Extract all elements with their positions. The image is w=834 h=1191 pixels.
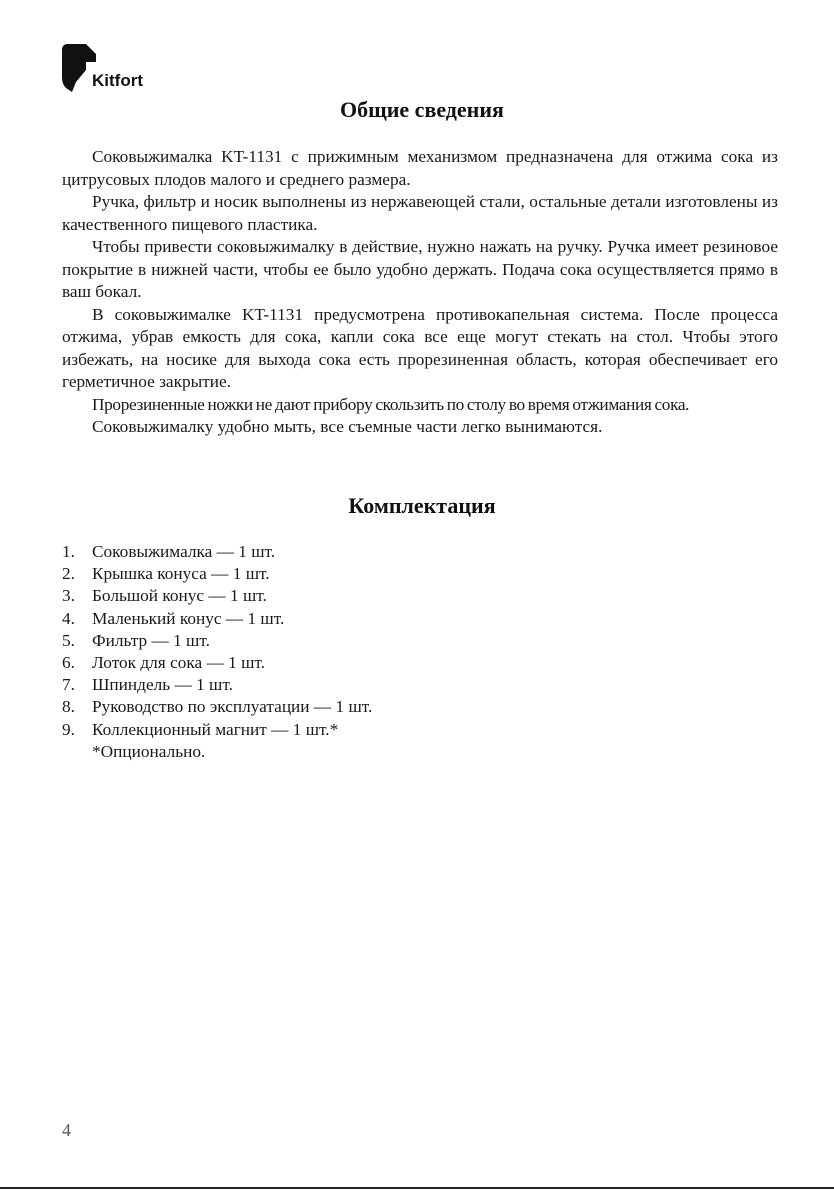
list-item <box>62 674 662 696</box>
list-item <box>62 630 662 652</box>
list-item <box>62 719 662 741</box>
list-item-number: 4. <box>62 608 75 628</box>
list-item-number: 7. <box>62 675 75 695</box>
list-item <box>62 585 662 607</box>
footnote: *Опционально. <box>92 742 206 761</box>
list-item <box>62 541 662 563</box>
paragraph: Соковыжималка KT-1131 с прижимным механизмом предназначена для отжима сока из цитрусовых плодов малого и среднего размера. <box>62 147 778 189</box>
list-item-text: Фильтр — 1 шт. <box>92 630 210 650</box>
section-title-general: Общие сведения <box>340 97 504 122</box>
page-bottom-rule <box>0 1187 834 1189</box>
list-item-text: Соковыжималка — 1 шт. <box>92 542 276 561</box>
list-item <box>62 652 662 674</box>
brand-name: Kitfort <box>92 71 143 90</box>
list-item-text: Лоток для сока — 1 шт. <box>92 653 265 673</box>
paragraph: Соковыжималку удобно мыть, все съемные части легко вынимаются. <box>92 417 603 436</box>
list-item-number: 6. <box>62 653 75 673</box>
list-item-text: Коллекционный магнит — 1 шт.* <box>92 719 339 739</box>
list-item-number: 3. <box>62 586 75 606</box>
list-item-text: Шпиндель — 1 шт. <box>92 675 233 695</box>
paragraph: Ручка, фильтр и носик выполнены из нержавеющей стали, остальные детали изготовлены из качественного пищевого пластика. <box>62 192 778 234</box>
paragraph: В соковыжималке KT-1131 предусмотрена противокапельная система. После процесса отжима, убрав емкость для сока, капли сока все еще могут стекать на стол. Чтобы этого избежать, на носике для выхода сока есть прорезиненная область, которая обеспечивает его герметичное закрытие. <box>62 304 778 391</box>
list-item <box>62 696 662 718</box>
section-title-kit: Комплектация <box>348 493 496 518</box>
paragraph: Прорезиненные ножки не дают прибору скользить по столу во время отжимания сока. <box>92 394 690 414</box>
list-item-text: Маленький конус — 1 шт. <box>92 608 285 628</box>
list-item-number: 9. <box>62 719 75 739</box>
general-info-text <box>62 146 778 439</box>
list-item-number: 1. <box>62 542 75 561</box>
list-item-text: Крышка конуса — 1 шт. <box>92 564 270 584</box>
list-item-number: 5. <box>62 630 75 650</box>
page-number: 4 <box>62 1120 71 1140</box>
list-item-number: 2. <box>62 564 75 584</box>
paragraph: Чтобы привести соковыжималку в действие, нужно нажать на ручку. Ручка имеет резиновое покрытие в нижней части, чтобы ее было удобно держать. Подача сока осуществляется прямо в ваш бокал. <box>62 237 778 301</box>
list-item-number: 8. <box>62 697 75 717</box>
list-item <box>62 608 662 630</box>
kitfort-logo <box>62 44 162 94</box>
list-item-text: Руководство по эксплуатации — 1 шт. <box>92 697 373 717</box>
list-item-text: Большой конус — 1 шт. <box>92 586 267 606</box>
list-item <box>62 563 662 585</box>
kit-list <box>62 541 662 741</box>
